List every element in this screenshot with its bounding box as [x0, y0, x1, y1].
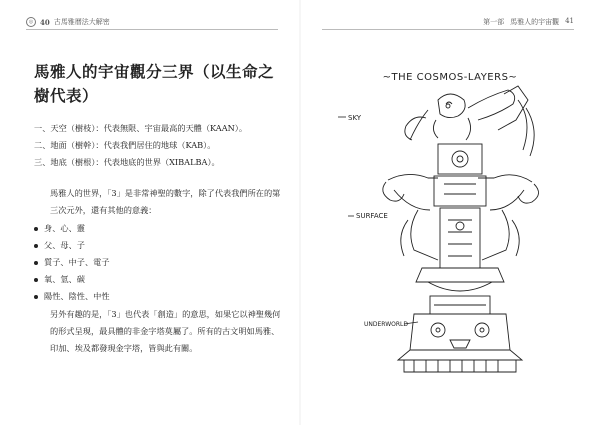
- bullet-item: [34, 254, 110, 271]
- bullet-item: [34, 288, 110, 305]
- bullet-text: 身、心、靈: [44, 223, 85, 233]
- bullet-item: [34, 271, 110, 288]
- paragraph-text: 另外有趣的是，「3」也代表「創造」的意思，如果它以神聖幾何的形式呈現，最具體的非金字塔莫屬了。所有的古文明如馬雅、印加、埃及都發現金字塔，皆與此有關。: [50, 309, 281, 353]
- bullet-text: 陽性、陰性、中性: [44, 291, 110, 301]
- book-gutter: [299, 0, 301, 425]
- bullet-icon: [34, 295, 38, 299]
- section-title: 馬雅人的宇宙觀分三界（以生命之樹代表）: [34, 62, 275, 105]
- bullet-text: 父、母、子: [44, 240, 85, 250]
- world-tree-drawing: [383, 86, 539, 372]
- paragraph-sacred-three: [34, 185, 284, 219]
- bullet-icon: [34, 261, 38, 265]
- right-header-rule: [322, 29, 574, 30]
- paragraph-creation: [34, 306, 284, 357]
- left-header-rule: [26, 29, 278, 30]
- realm-list: [34, 120, 284, 171]
- bullet-item: [34, 237, 110, 254]
- bullet-icon: [34, 244, 38, 248]
- page-ornament-icon: ◎: [26, 17, 36, 27]
- bullet-text: 氧、氫、碳: [44, 274, 85, 284]
- bullet-item: [34, 220, 110, 237]
- realm-item: 三、地底（樹根）：代表地底的世界（XIBALBA）。: [34, 157, 220, 167]
- bullet-icon: [34, 278, 38, 282]
- bullet-icon: [34, 227, 38, 231]
- label-surface: SURFACE: [356, 212, 388, 220]
- bullet-text: 質子、中子、電子: [44, 257, 110, 267]
- right-running-header: [483, 17, 574, 27]
- left-running-header: [26, 17, 110, 27]
- right-page-number: 41: [565, 17, 574, 25]
- cosmos-layers-illustration: [318, 60, 580, 405]
- paragraph-text: 馬雅人的世界，「3」是非常神聖的數字，除了代表我們所在的第三次元外，還有其他的意義：: [50, 188, 281, 215]
- realm-item: 二、地面（樹幹）：代表我們居住的地球（KAB）。: [34, 140, 216, 150]
- meaning-bullet-list: [34, 220, 110, 305]
- left-page-number: 40: [40, 17, 50, 27]
- label-sky: SKY: [348, 114, 362, 122]
- chapter-title: 馬雅人的宇宙觀: [510, 18, 560, 26]
- part-label: 第一部: [483, 18, 505, 26]
- label-underworld: UNDERWORLD: [364, 321, 409, 328]
- book-title: 古馬雅曆法大解密: [53, 18, 110, 26]
- figure-title: ~THE COSMOS-LAYERS~: [382, 72, 518, 83]
- realm-item: 一、天空（樹枝）：代表無限、宇宙最高的天體（KAAN）。: [34, 123, 248, 133]
